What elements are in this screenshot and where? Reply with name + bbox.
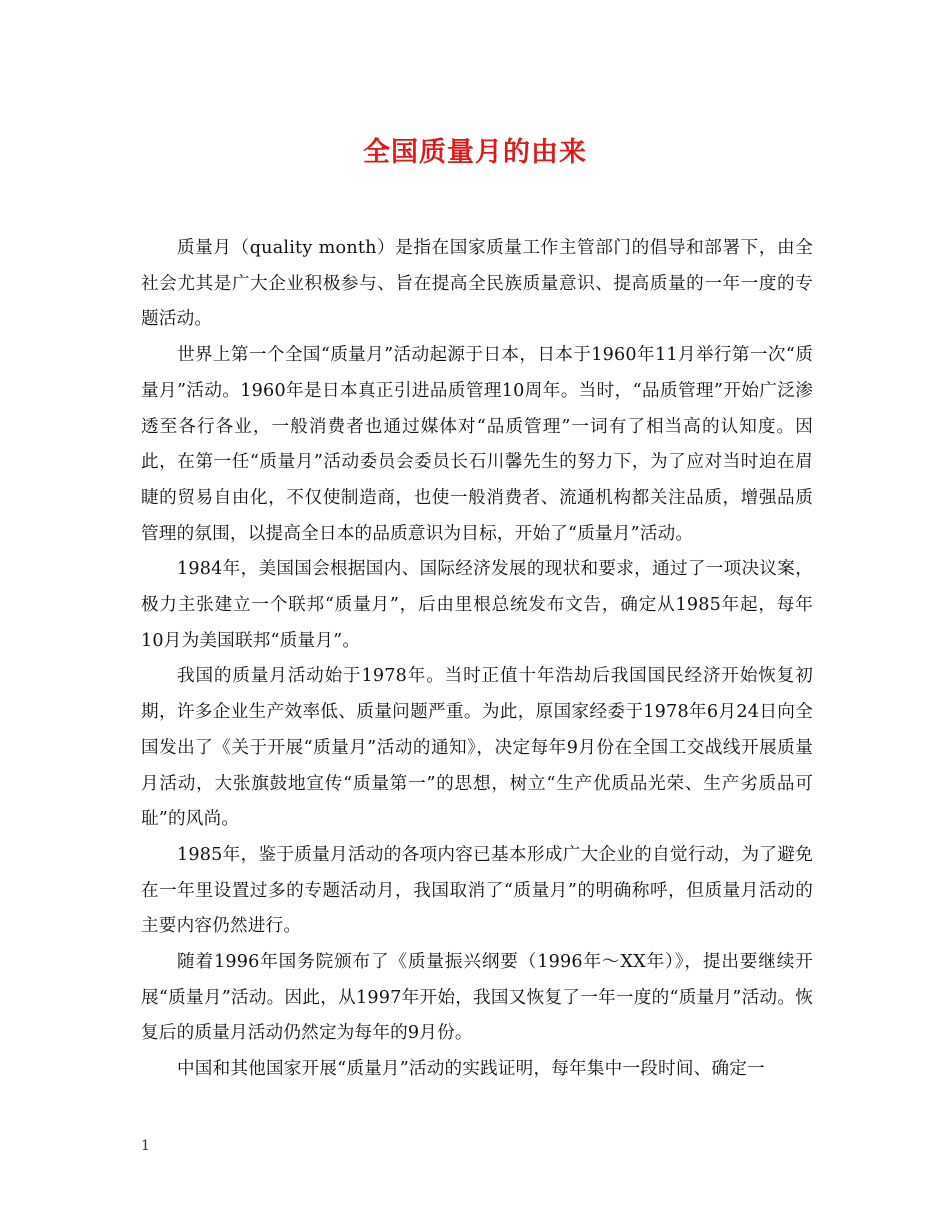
paragraph-usa: 1984年，美国国会根据国内、国际经济发展的现状和要求，通过了一项决议案，极力主张建立一个联邦“质量月”，后由里根总统发布文告，确定从1985年起，每年10月为美国联邦“质量月”。 <box>141 559 813 651</box>
document-body <box>141 231 813 1088</box>
document-title: 全国质量月的由来 <box>363 137 587 168</box>
paragraph-china-1996: 随着1996年国务院颁布了《质量振兴纲要（1996年～XX年）》，提出要继续开展“质量月”活动。因此，从1997年开始，我国又恢复了一年一度的“质量月”活动。恢复后的质量月活动仍然定为每年的9月份。 <box>141 952 813 1044</box>
paragraph-definition: 质量月（quality month）是指在国家质量工作主管部门的倡导和部署下，由全社会尤其是广大企业积极参与、旨在提高全民族质量意识、提高质量的一年一度的专题活动。 <box>141 238 813 330</box>
paragraph-china-1978: 我国的质量月活动始于1978年。当时正值十年浩劫后我国国民经济开始恢复初期，许多企业生产效率低、质量问题严重。为此，原国家经委于1978年6月24日向全国发出了《关于开展“质量月”活动的通知》，决定每年9月份在全国工交战线开展质量月活动，大张旗鼓地宣传“质量第一”的思想，树立“生产优质品光荣、生产劣质品可耻”的风尚。 <box>141 666 813 830</box>
paragraph-china-1985: 1985年，鉴于质量月活动的各项内容已基本形成广大企业的自觉行动，为了避免在一年里设置过多的专题活动月，我国取消了“质量月”的明确称呼，但质量月活动的主要内容仍然进行。 <box>141 844 813 937</box>
paragraph-practice: 中国和其他国家开展“质量月”活动的实践证明，每年集中一段时间、确定一 <box>177 1059 765 1080</box>
page-number: 1 <box>141 1138 150 1154</box>
paragraph-japan-origin: 世界上第一个全国“质量月”活动起源于日本，日本于1960年11月举行第一次“质量月”活动。1960年是日本真正引进品质管理10周年。当时，“品质管理”开始广泛渗透至各行各业，一般消费者也通过媒体对“品质管理”一词有了相当高的认知度。因此，在第一任“质量月”活动委员会委员长石川馨先生的努力下，为了应对当时迫在眉睫的贸易自由化，不仅使制造商，也使一般消费者、流通机构都关注品质，增强品质管理的氛围，以提高全日本的品质意识为目标，开始了“质量月”活动。 <box>141 345 813 544</box>
